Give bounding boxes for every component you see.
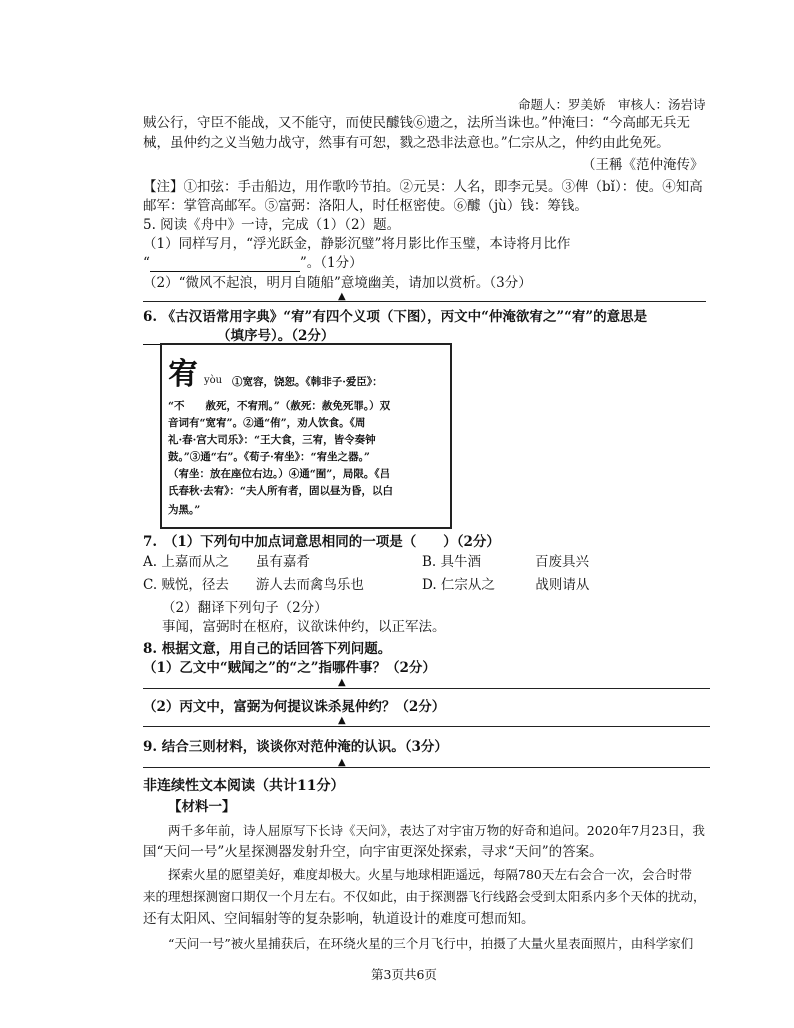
dictionary-pinyin: yòu <box>204 375 223 386</box>
answer-line[interactable] <box>143 688 710 689</box>
q8-part1: （1）乙文中“贼闻之”的“之”指哪件事？（2分） <box>143 660 436 676</box>
q6-line2-text: （填序号）。（2分） <box>217 328 335 344</box>
q6-line1: 6. 《古汉语常用字典》“宥”有四个义项（下图），丙文中“仲淹欲宥之”“宥”的意思是 <box>143 309 648 325</box>
material-label: 【材料一】 <box>168 799 236 815</box>
dictionary-row: “不 赦死，不宥刑。”（赦死：赦免死罪。）双 <box>168 400 391 412</box>
q5-stem: 5. 阅读《舟中》一诗，完成（1）（2）题。 <box>143 217 401 233</box>
q7-option-a[interactable]: A. 上嘉而从之 虽有嘉肴 <box>143 554 310 570</box>
q5-answer-blank[interactable] <box>150 257 300 272</box>
dictionary-box <box>160 343 452 529</box>
material-line: 国“天问一号”火星探测器发射升空，向宇宙更深处探索，寻求“天问”的答案。 <box>143 844 603 860</box>
q5-part2: （2）“微风不起浪，明月自随船”意境幽美，请加以赏析。（3分） <box>143 275 532 291</box>
q5-close-quote: ”。（1分） <box>299 255 363 271</box>
material-line: 还有太阳风、空间辐射等的复杂影响，轨道设计的难度可想而知。 <box>143 911 535 927</box>
q7-stem: 7. （1）下列句中加点词意思相同的一项是（ ）（2分） <box>143 534 500 550</box>
material-line: 探索火星的愿望美好，难度却极大。火星与地球相距遥远，每隔780天左右会合一次，会合时带 <box>168 867 692 882</box>
passage-source: （王稱《范仲淹传》 <box>582 157 704 173</box>
section-heading: 非连续性文本阅读（共计11分） <box>143 778 345 794</box>
material-line: 两千多年前，诗人屈原写下长诗《天问》，表达了对宇宙万物的好奇和追问。2020年7月23日，我 <box>168 823 705 838</box>
dictionary-row: 音词有“宽宥”。②通“侑”，劝人饮食。《周 <box>168 417 366 429</box>
q8-part2: （2）丙文中，富弼为何提议诛杀晁仲约？（2分） <box>143 699 446 715</box>
answer-line[interactable] <box>143 767 710 768</box>
answer-marker: ▲ <box>338 757 346 768</box>
q7-option-c[interactable]: C. 贼悦，径去 游人去而禽鸟乐也 <box>143 577 364 593</box>
q9-stem: 9. 结合三则材料，谈谈你对范仲淹的认识。（3分） <box>143 739 448 755</box>
answer-marker: ▲ <box>338 291 346 302</box>
q7-sentence: 事闻，富弼时在枢府，议欲诛仲约，以正军法。 <box>162 619 446 635</box>
q5-part1: （1）同样写月，“浮光跃金，静影沉璧”将月影比作玉璧，本诗将月比作 <box>143 236 571 252</box>
dictionary-row: 氏春秋·去宥》：“夫人所有者，固以昼为昏，以白 <box>168 485 393 497</box>
material-line: 来的理想探测窗口期仅一个月左右。不仅如此，由于探测器飞行线路会受到太阳系内多个天体的扰动， <box>143 889 706 904</box>
dictionary-row: （宥坐：放在座位右边。）④通“囿”，局限。《吕 <box>168 468 391 480</box>
dictionary-headword: 宥 <box>168 357 198 392</box>
dictionary-row: ①宽容，饶恕。《韩非子·爱臣》： <box>232 376 383 388</box>
q7-part2: （2）翻译下列句子（2分） <box>162 600 328 616</box>
notes-line: 【注】①扣弦：手击船边，用作歌吟节拍。②元昊：人名，即李元昊。③俾（bǐ）：使。④知高 <box>143 179 703 195</box>
page-footer: 第3页共6页 <box>371 967 437 982</box>
answer-line[interactable] <box>143 726 710 727</box>
passage-line: 械，虽仲约之义当勉力战守，然事有可恕，戮之恐非法意也。”仁宗从之，仲约由此免死。 <box>143 135 670 151</box>
dictionary-row: 礼·春·宫大司乐》：“王大食，三宥，皆令奏钟 <box>168 434 376 446</box>
dictionary-row: 为黑。” <box>168 504 201 516</box>
passage-line: 贼公行，守臣不能战，又不能守，而使民醵钱⑥遗之，法所当诛也。”仲淹曰：“今高邮无兵无 <box>143 115 691 131</box>
dictionary-row: 鼓。”③通“右”。《荀子·宥坐》：“宥坐之器。” <box>168 451 370 463</box>
answer-marker: ▲ <box>338 677 346 688</box>
q5-part1-answer <box>143 254 363 272</box>
answer-marker: ▲ <box>338 715 346 726</box>
q7-option-d[interactable]: D. 仁宗从之 战则请从 <box>422 577 590 593</box>
material-line: “天问一号”被火星捕获后，在环绕火星的三个月飞行中，拍摄了大量火星表面照片，由科学家们 <box>168 936 694 951</box>
answer-line[interactable] <box>143 301 706 302</box>
q8-stem: 8. 根据文意，用自己的话回答下列问题。 <box>143 641 392 657</box>
header-credit: 命题人：罗美娇 审核人：汤岩诗 <box>518 97 706 112</box>
q5-open-quote: “ <box>143 255 150 271</box>
notes-line: 邮军：掌管高邮军。⑤富弼：洛阳人，时任枢密使。⑥醵（jù）钱：筹钱。 <box>143 198 588 214</box>
q7-option-b[interactable]: B. 具牛酒 百废具兴 <box>422 554 590 570</box>
